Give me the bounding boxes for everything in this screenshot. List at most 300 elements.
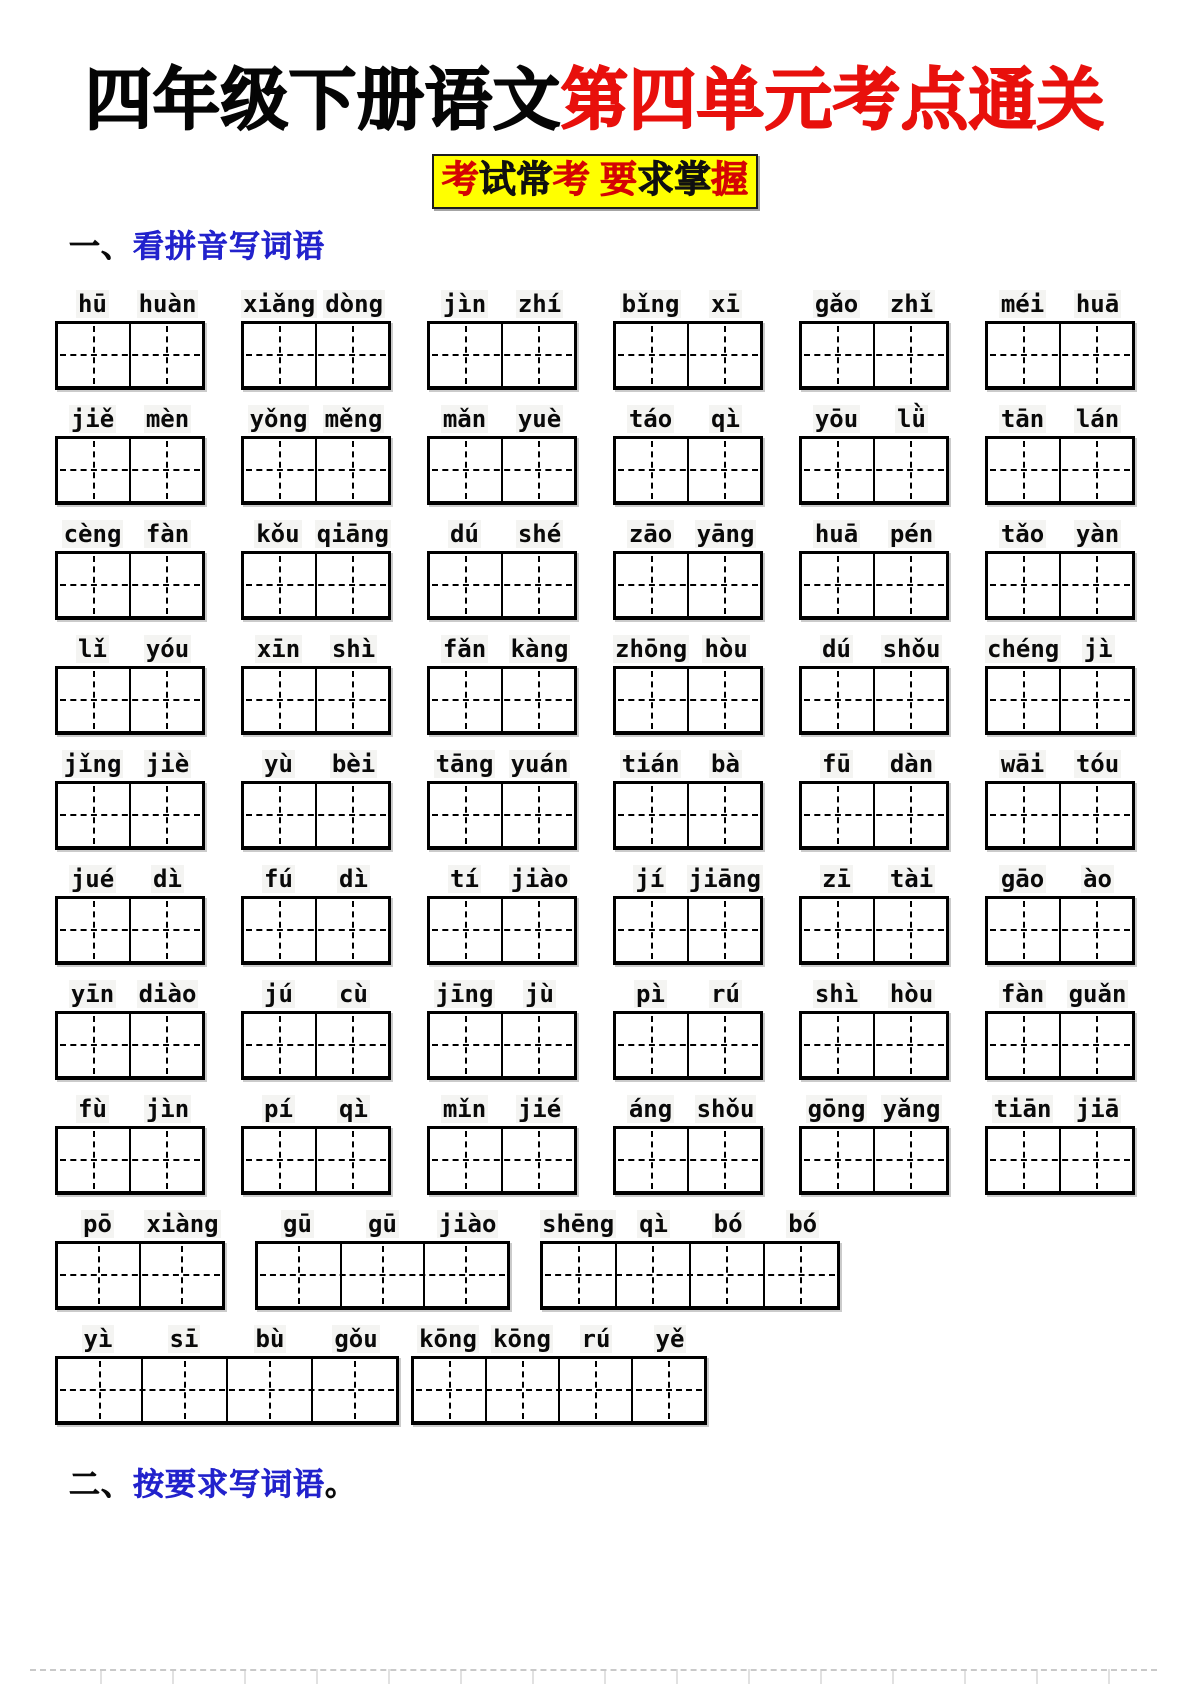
pinyin-syllable: xiǎng — [243, 289, 316, 318]
pinyin-label — [55, 520, 205, 548]
writing-cell — [689, 324, 760, 386]
writing-cell — [317, 1129, 388, 1191]
section-2-title: 按要求写词语 — [133, 1466, 325, 1502]
pinyin-syllable: guǎn — [1068, 979, 1127, 1008]
writing-box — [799, 896, 949, 965]
section-2-index: 二、 — [69, 1466, 133, 1502]
pinyin-row — [55, 1325, 1135, 1425]
pinyin-label — [427, 1095, 577, 1123]
pinyin-syllable: yù — [264, 749, 293, 778]
writing-cell — [802, 554, 875, 616]
pinyin-label — [799, 405, 949, 433]
writing-box — [241, 551, 391, 620]
pinyin-label — [427, 980, 577, 1008]
pinyin-syllable: táo — [628, 404, 673, 433]
pinyin-syllable: qì — [711, 404, 740, 433]
writing-cell — [244, 1014, 317, 1076]
pinyin-label — [241, 520, 391, 548]
pinyin-syllable: yóu — [145, 634, 190, 663]
word-group — [985, 635, 1135, 735]
writing-cell — [1061, 554, 1132, 616]
pinyin-label — [985, 520, 1135, 548]
word-group — [241, 290, 391, 390]
writing-cell — [503, 554, 574, 616]
writing-box — [55, 896, 205, 965]
pinyin-syllable: jìn — [145, 1094, 190, 1123]
pinyin-syllable: yì — [83, 1324, 113, 1353]
writing-box — [55, 1011, 205, 1080]
writing-cell — [317, 1014, 388, 1076]
pinyin-label — [427, 750, 577, 778]
writing-cell — [131, 669, 202, 731]
writing-box — [799, 781, 949, 850]
page-title — [55, 62, 1135, 140]
writing-cell — [430, 324, 503, 386]
pinyin-syllable: tiān — [993, 1094, 1052, 1123]
word-group — [427, 520, 577, 620]
pinyin-syllable: shé — [517, 519, 562, 548]
writing-box — [241, 896, 391, 965]
writing-cell — [875, 1014, 946, 1076]
pinyin-label — [613, 405, 763, 433]
writing-cell — [988, 554, 1061, 616]
writing-box — [427, 551, 577, 620]
pinyin-syllable: gǒu — [334, 1324, 378, 1353]
word-group — [985, 405, 1135, 505]
writing-box — [799, 1011, 949, 1080]
writing-box — [799, 1126, 949, 1195]
word-group — [55, 1325, 399, 1425]
writing-cell — [58, 1244, 141, 1306]
word-group — [241, 1095, 391, 1195]
word-group — [613, 290, 763, 390]
pinyin-syllable: fǎn — [442, 634, 487, 663]
writing-box — [427, 781, 577, 850]
writing-box — [985, 781, 1135, 850]
writing-cell — [802, 784, 875, 846]
pinyin-label — [799, 290, 949, 318]
word-group — [55, 980, 205, 1080]
writing-box — [241, 436, 391, 505]
pinyin-syllable: qiāng — [316, 519, 389, 548]
pinyin-syllable: yǒng — [249, 404, 308, 433]
pinyin-syllable: pō — [83, 1209, 112, 1238]
pinyin-syllable: bǐng — [621, 289, 680, 318]
writing-cell — [988, 669, 1061, 731]
writing-box — [613, 666, 763, 735]
writing-cell — [875, 669, 946, 731]
pinyin-syllable: pí — [264, 1094, 293, 1123]
pinyin-label — [241, 405, 391, 433]
writing-cell — [988, 899, 1061, 961]
pinyin-syllable: rú — [581, 1324, 611, 1353]
writing-cell — [616, 324, 689, 386]
writing-cell — [244, 324, 317, 386]
pinyin-syllable: jié — [517, 1094, 562, 1123]
writing-cell — [58, 899, 131, 961]
word-group — [799, 1095, 949, 1195]
writing-cell — [1061, 324, 1132, 386]
writing-box — [613, 551, 763, 620]
word-group — [540, 1210, 840, 1310]
writing-cell — [503, 1014, 574, 1076]
badge-char: 掌 — [674, 158, 712, 200]
writing-box — [55, 321, 205, 390]
writing-cell — [802, 1014, 875, 1076]
writing-box — [55, 666, 205, 735]
pinyin-label — [55, 750, 205, 778]
word-group — [985, 750, 1135, 850]
writing-cell — [244, 784, 317, 846]
page-title-black-part: 四年级下册语文 — [85, 63, 561, 138]
writing-cell — [802, 1129, 875, 1191]
pinyin-syllable: huā — [814, 519, 859, 548]
writing-cell — [430, 899, 503, 961]
pinyin-syllable: rú — [711, 979, 740, 1008]
writing-box — [540, 1241, 840, 1310]
pinyin-syllable: pì — [636, 979, 665, 1008]
word-group — [613, 520, 763, 620]
pinyin-syllable: qì — [639, 1209, 668, 1238]
pinyin-label — [255, 1210, 510, 1238]
writing-cell — [802, 899, 875, 961]
writing-box — [55, 436, 205, 505]
pinyin-syllable: tāng — [435, 749, 494, 778]
badge-char: 要 — [600, 158, 638, 200]
writing-box — [255, 1241, 510, 1310]
word-group — [241, 980, 391, 1080]
pinyin-syllable: shì — [814, 979, 859, 1008]
pinyin-syllable: dàn — [889, 749, 934, 778]
word-group — [799, 865, 949, 965]
writing-cell — [560, 1359, 633, 1421]
pinyin-syllable: zhōng — [615, 634, 688, 663]
pinyin-label — [55, 1325, 399, 1353]
section-2-heading — [69, 1459, 1135, 1504]
word-group — [241, 865, 391, 965]
pinyin-syllable: fù — [78, 1094, 107, 1123]
writing-cell — [503, 1129, 574, 1191]
writing-cell — [875, 1129, 946, 1191]
writing-cell — [317, 899, 388, 961]
pinyin-label — [241, 290, 391, 318]
writing-box — [241, 666, 391, 735]
pinyin-row — [55, 1210, 1135, 1310]
word-group — [985, 290, 1135, 390]
writing-cell — [313, 1359, 396, 1421]
pinyin-syllable: cèng — [63, 519, 122, 548]
writing-cell — [244, 439, 317, 501]
writing-cell — [131, 554, 202, 616]
pinyin-syllable: kōng — [419, 1324, 477, 1353]
pinyin-label — [427, 405, 577, 433]
pinyin-syllable: lǐ — [78, 634, 107, 663]
pinyin-syllable: shǒu — [696, 1094, 755, 1123]
word-group — [255, 1210, 510, 1310]
writing-box — [985, 551, 1135, 620]
writing-cell — [58, 1129, 131, 1191]
pinyin-label — [799, 750, 949, 778]
writing-cell — [875, 784, 946, 846]
word-group — [55, 865, 205, 965]
pinyin-syllable: bó — [788, 1209, 818, 1238]
word-group — [55, 520, 205, 620]
writing-cell — [988, 784, 1061, 846]
writing-cell — [1061, 669, 1132, 731]
writing-cell — [430, 669, 503, 731]
pinyin-syllable: hòu — [704, 634, 748, 663]
pinyin-label — [613, 750, 763, 778]
word-group — [427, 980, 577, 1080]
word-group — [985, 865, 1135, 965]
writing-cell — [875, 439, 946, 501]
pinyin-label — [55, 1095, 205, 1123]
pinyin-writing-grid-area — [55, 290, 1135, 1425]
writing-cell — [425, 1244, 507, 1306]
pinyin-syllable: gū — [283, 1209, 312, 1238]
pinyin-syllable: wāi — [1000, 749, 1045, 778]
pinyin-syllable: zāo — [628, 519, 673, 548]
pinyin-syllable: tóu — [1075, 749, 1120, 778]
pinyin-label — [985, 865, 1135, 893]
writing-cell — [503, 324, 574, 386]
writing-box — [985, 1011, 1135, 1080]
pinyin-syllable: kǒu — [256, 519, 300, 548]
pinyin-row — [55, 405, 1135, 505]
writing-box — [427, 1126, 577, 1195]
pinyin-syllable: yīn — [70, 979, 115, 1008]
pinyin-syllable: huàn — [138, 289, 197, 318]
pinyin-label — [985, 290, 1135, 318]
writing-box — [241, 1126, 391, 1195]
word-group — [427, 1095, 577, 1195]
writing-cell — [131, 1014, 202, 1076]
writing-cell — [689, 899, 760, 961]
writing-cell — [689, 554, 760, 616]
pinyin-syllable: bó — [713, 1209, 743, 1238]
writing-cell — [317, 439, 388, 501]
pinyin-syllable: xiàng — [146, 1209, 219, 1238]
pinyin-syllable: jiāng — [688, 864, 761, 893]
word-group — [241, 520, 391, 620]
pinyin-label — [241, 865, 391, 893]
word-group — [427, 750, 577, 850]
writing-cell — [875, 324, 946, 386]
writing-cell — [317, 324, 388, 386]
word-group — [985, 980, 1135, 1080]
writing-cell — [317, 784, 388, 846]
pinyin-syllable: jīng — [435, 979, 494, 1008]
pinyin-syllable: gōng — [807, 1094, 866, 1123]
pinyin-row — [55, 1095, 1135, 1195]
pinyin-syllable: měng — [324, 404, 383, 433]
pinyin-syllable: bù — [255, 1324, 285, 1353]
section-1-index: 一、 — [69, 228, 133, 264]
pinyin-label — [985, 750, 1135, 778]
pinyin-label — [241, 750, 391, 778]
pinyin-label — [613, 1095, 763, 1123]
writing-cell — [988, 439, 1061, 501]
writing-cell — [875, 899, 946, 961]
word-group — [55, 290, 205, 390]
pinyin-syllable: dú — [822, 634, 851, 663]
pinyin-syllable: yuè — [517, 404, 562, 433]
writing-cell — [503, 784, 574, 846]
pinyin-syllable: yàn — [1075, 519, 1120, 548]
writing-box — [985, 896, 1135, 965]
writing-cell — [503, 439, 574, 501]
word-group — [799, 750, 949, 850]
writing-box — [427, 666, 577, 735]
pinyin-syllable: ào — [1083, 864, 1112, 893]
writing-box — [613, 896, 763, 965]
word-group — [241, 405, 391, 505]
pinyin-syllable: sī — [169, 1324, 199, 1353]
pinyin-syllable: tān — [1000, 404, 1045, 433]
writing-cell — [58, 554, 131, 616]
pinyin-label — [613, 980, 763, 1008]
writing-cell — [689, 1014, 760, 1076]
page-title-red-part: 第四单元考点通关 — [561, 63, 1105, 138]
pinyin-syllable: hū — [78, 289, 107, 318]
word-group — [613, 635, 763, 735]
writing-cell — [1061, 784, 1132, 846]
badge-char: 常 — [515, 158, 553, 200]
writing-box — [799, 551, 949, 620]
writing-cell — [342, 1244, 426, 1306]
writing-cell — [58, 669, 131, 731]
pinyin-label — [540, 1210, 840, 1238]
pinyin-label — [985, 1095, 1135, 1123]
writing-cell — [802, 439, 875, 501]
pinyin-syllable: fàn — [1000, 979, 1045, 1008]
pinyin-syllable: chéng — [987, 634, 1060, 663]
writing-box — [799, 436, 949, 505]
writing-cell — [244, 899, 317, 961]
writing-cell — [617, 1244, 691, 1306]
pinyin-syllable: xīn — [256, 634, 301, 663]
word-group — [241, 635, 391, 735]
writing-cell — [1061, 1014, 1132, 1076]
pinyin-label — [427, 290, 577, 318]
badge-char: 考 — [552, 158, 590, 200]
pinyin-syllable: huā — [1075, 289, 1120, 318]
pinyin-syllable: yuán — [510, 749, 569, 778]
badge-char: 试 — [478, 158, 516, 200]
writing-cell — [691, 1244, 765, 1306]
word-group — [55, 750, 205, 850]
writing-cell — [317, 554, 388, 616]
pinyin-syllable: fú — [264, 864, 293, 893]
writing-box — [55, 1356, 399, 1425]
word-group — [799, 980, 949, 1080]
pinyin-syllable: jǐng — [63, 749, 122, 778]
pinyin-syllable: tián — [621, 749, 680, 778]
writing-cell — [430, 439, 503, 501]
writing-box — [241, 1011, 391, 1080]
writing-cell — [689, 669, 760, 731]
word-group — [613, 865, 763, 965]
writing-cell — [503, 669, 574, 731]
pinyin-syllable: lán — [1075, 404, 1120, 433]
writing-cell — [1061, 1129, 1132, 1191]
writing-cell — [58, 324, 131, 386]
pinyin-label — [613, 865, 763, 893]
pinyin-syllable: yōu — [814, 404, 859, 433]
pinyin-label — [241, 980, 391, 1008]
pinyin-syllable: dì — [153, 864, 182, 893]
pinyin-row — [55, 865, 1135, 965]
writing-cell — [689, 439, 760, 501]
pinyin-label — [799, 980, 949, 1008]
pinyin-syllable: yāng — [696, 519, 755, 548]
writing-box — [799, 321, 949, 390]
section-1-heading — [69, 221, 1135, 266]
writing-cell — [802, 669, 875, 731]
pinyin-label — [799, 635, 949, 663]
writing-cell — [141, 1244, 222, 1306]
writing-box — [55, 781, 205, 850]
word-group — [985, 1095, 1135, 1195]
writing-cell — [228, 1359, 313, 1421]
pinyin-row — [55, 290, 1135, 390]
pinyin-label — [427, 520, 577, 548]
writing-box — [55, 1126, 205, 1195]
pinyin-syllable: zhí — [517, 289, 562, 318]
pinyin-syllable: zhǐ — [889, 289, 934, 318]
cutoff-next-row-fragment — [30, 1669, 1157, 1684]
word-group — [613, 1095, 763, 1195]
pinyin-syllable: shǒu — [882, 634, 941, 663]
pinyin-label — [55, 290, 205, 318]
writing-box — [613, 1011, 763, 1080]
pinyin-syllable: gāo — [1000, 864, 1045, 893]
writing-cell — [131, 1129, 202, 1191]
writing-cell — [58, 439, 131, 501]
writing-box — [241, 321, 391, 390]
pinyin-row — [55, 520, 1135, 620]
writing-cell — [689, 1129, 760, 1191]
pinyin-label — [799, 1095, 949, 1123]
pinyin-syllable: diào — [138, 979, 197, 1008]
pinyin-syllable: jìn — [442, 289, 487, 318]
writing-cell — [143, 1359, 228, 1421]
pinyin-row — [55, 635, 1135, 735]
pinyin-syllable: shēng — [542, 1209, 615, 1238]
writing-cell — [616, 1014, 689, 1076]
word-group — [55, 635, 205, 735]
pinyin-label — [55, 865, 205, 893]
writing-box — [613, 436, 763, 505]
pinyin-label — [799, 865, 949, 893]
pinyin-syllable: tǎo — [1000, 519, 1045, 548]
writing-box — [985, 321, 1135, 390]
writing-cell — [988, 1014, 1061, 1076]
pinyin-label — [985, 980, 1135, 1008]
pinyin-syllable: bèi — [331, 749, 376, 778]
pinyin-label — [55, 980, 205, 1008]
writing-cell — [430, 1129, 503, 1191]
word-group — [427, 290, 577, 390]
writing-box — [985, 1126, 1135, 1195]
writing-cell — [487, 1359, 560, 1421]
writing-cell — [58, 784, 131, 846]
word-group — [799, 405, 949, 505]
pinyin-label — [799, 520, 949, 548]
pinyin-syllable: kōng — [493, 1324, 551, 1353]
word-group — [799, 290, 949, 390]
writing-cell — [616, 439, 689, 501]
